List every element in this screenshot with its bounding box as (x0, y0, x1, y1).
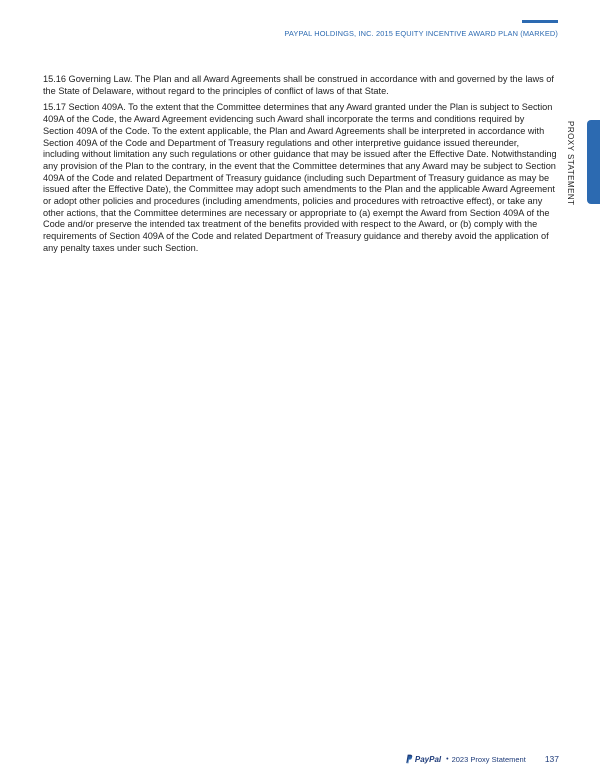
paypal-logo (405, 754, 441, 764)
paragraph-governing-law: 15.16 Governing Law. The Plan and all Award Agreements shall be construed in accordance with and governed by the laws of the State of Delaware, without regard to the principles of conflict of laws of that State. (43, 74, 554, 96)
section-side-tab-label: PROXY STATEMENT (566, 121, 575, 206)
header-accent-rule (522, 20, 558, 23)
footer-separator: • (446, 755, 449, 763)
page-footer (405, 752, 559, 766)
footer-document-title: 2023 Proxy Statement (451, 754, 526, 764)
running-header-title: PAYPAL HOLDINGS, INC. 2015 EQUITY INCENTIVE AWARD PLAN (MARKED) (284, 29, 558, 38)
page-number: 137 (544, 754, 559, 764)
paragraph-section-409a: 15.17 Section 409A. To the extent that the Committee determines that any Award granted under the Plan is subject to Section 409A of the Code, the Award Agreement evidencing such Award shall incorporate the terms and conditions required by Section 409A of the Code. To the extent applicable, the Plan and Award Agreements shall be interpreted in accordance with Section 409A of the Code and Department of Treasury regulations and other interpretive guidance issued thereunder, including without limitation any such regulations or other guidance that may be issued after the Effective Date. Notwithstanding any provision of the Plan to the contrary, in the event that the Committee determines that any Award may be subject to Section 409A of the Code and related Department of Treasury guidance (including such Department of Treasury guidance as may be issued after the Effective Date), the Committee may adopt such amendments to the Plan and the applicable Award Agreement or adopt other policies and procedures (including amendments, policies and procedures with retroactive effect), or take any other actions, that the Committee determines are necessary or appropriate to (a) exempt the Award from Section 409A of the Code and/or preserve the intended tax treatment of the benefits provided with respect to the Award, or (b) comply with the requirements of Section 409A of the Code and related Department of Treasury guidance and thereby avoid the application of any penalty taxes under such Section. (43, 102, 557, 253)
paypal-p-icon (405, 754, 413, 764)
section-side-tab (587, 120, 600, 204)
document-body (43, 74, 557, 260)
paypal-logo-text: PayPal (414, 754, 442, 764)
